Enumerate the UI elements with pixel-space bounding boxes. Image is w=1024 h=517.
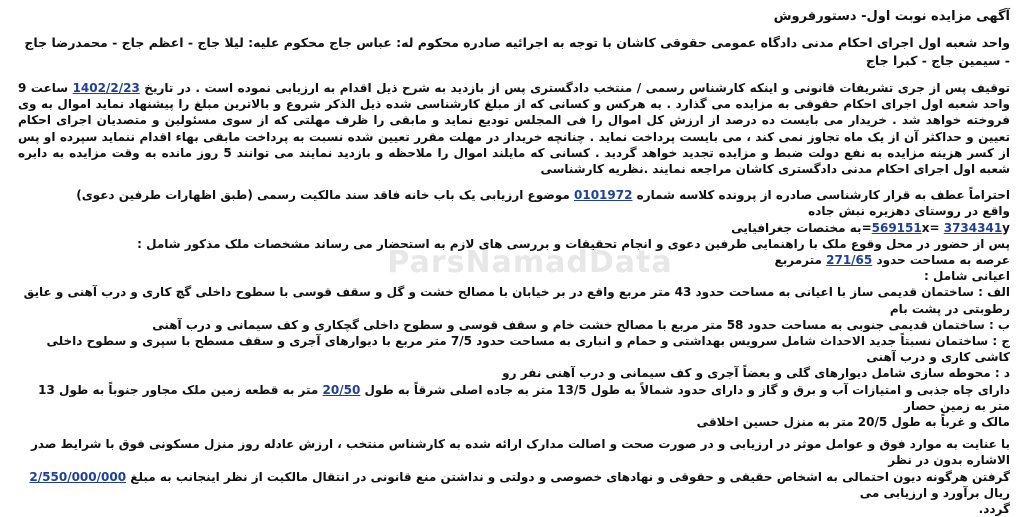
valuation-line-1: با عنایت به موارد فوق و عوامل موثر در ارزیابی و در صورت صحت و اصالت مدارک ارائه شده به کارشناس منتخب ، ارزش عادله روز منزل مسکونی فوق با شرایط صدر الاشاره بدون در نظر bbox=[31, 437, 1010, 468]
expert-line-1: احتراماً عطف به قرار کارشناسی صادره از پرونده کلاسه شماره 0101972 موضوع ارزیابی یک باب خانه فاقد سند مالکیت رسمی (طبق اظهارات طرفین دعوی) bbox=[76, 188, 1010, 203]
auction-hour: 9 bbox=[18, 81, 27, 95]
building-c: ج : ساختمان نسبتاً جدید الاحداث شامل سرویس بهداشتی و حمام و انباری به مساحت حدود 7/5 متر مربع با دیوارهای آجری و سقف مسطح با سپری و سطوح داخلی کاشی کاری و درب آهنی bbox=[46, 334, 1010, 365]
case-number: 0101972 bbox=[574, 188, 633, 203]
valuation-line-2: گرفتن هرگونه دیون احتمالی به اشخاص حقیقی و حقوقی و نهادهای خصوصی و دولتی و نداشتن منع قانونی در انتقال مالکیت از نظر اینجانب به مبلغ 2/550/000/000 ریال برآورد و ارزیابی می bbox=[29, 469, 1010, 500]
building-d: د : محوطه سازی شامل دیوارهای گلی و بعضاً آجری و کف سیمانی و درب آهنی نفر رو bbox=[502, 366, 1010, 381]
notice-title: آگهی مزایده نوبت اول- دستورفروش bbox=[773, 9, 1010, 24]
buildings-heading: اعیانی شامل : bbox=[924, 269, 1010, 284]
expert-line-2: واقع در روستای دهزیره نبش جاده bbox=[808, 204, 1010, 219]
expert-line-4: پس از حضور در محل وقوع ملک با راهنمایی طرفین دعوی و انجام تحقیقات و بررسی های لازم به استحضار می رساند مشخصات ملک مذکور شامل : bbox=[137, 236, 1010, 251]
court-parties-line: واحد شعبه اول اجرای احکام مدنی دادگاه عمومی حقوقی کاشان با توجه به اجرائیه صادره محکوم له: عباس جاج محکوم علیه: لیلا جاج - اعظم جاج - محمدرضا جاج - سیمین جاج - کبرا جاج bbox=[24, 35, 1010, 68]
terms-body: واحد شعبه اول اجرای احکام حقوقی به مزایده می گذارد . به هرکس و کسانی که از مبلغ کارشناسی شده ذیل الذکر شروع و بالاترین مبلغ را پیشنهاد نماید اموال به وی فروخته خواهد شد . خریدار می بایست ده درصد از ارزش کل اموال را فی المجلس تودیع نماید و مابقی را ظرف مهلتی که از سوی مسئولین و متصدیان اجرای احکام تعیین و حداکثر آن از یک ماه تجاوز نمی کند ، می بایست پرداخت نماید . چنانچه خریدار در مهلت مقرر تعیین شده نسبت به پرداخت مابقی بهاء اقدام ننماید سپرده او پس از کسر هزینه مزایده به نفع دولت ضبط و مزایده تجدید خواهد گردید . کسانی که مایلند اموال را ملاحظه و بازدید نمایند می توانند 5 روز مانده به وقت مزایده به دایره شعبه اول اجرای احکام مدنی دادگستری کاشان مراجعه نمایند .نظریه کارشناسی bbox=[18, 97, 1010, 177]
coordinate-y: 3734341 bbox=[943, 220, 1003, 235]
valuation-line-3: گردد. bbox=[978, 502, 1010, 517]
auction-date: 1402/2/23 bbox=[72, 81, 140, 95]
watermark-logo: ParsNamadData bbox=[387, 245, 673, 280]
hour-label: ساعت bbox=[30, 81, 69, 95]
building-a: الف : ساختمان قدیمی ساز با اعیانی به مساحت حدود 43 متر مربع واقع در بر خیابان با مصالح خشت و گل و سقف قوسی با سطوح داخلی گچ کاری و درب آهنی و عایق رطوبتی در پشت بام bbox=[23, 285, 1010, 316]
valuation-price: 2/550/000/000 bbox=[29, 469, 127, 484]
expert-opinion bbox=[18, 187, 1010, 517]
building-b: ب : ساختمان قدیمی جنوبی به مساحت حدود 58 متر مربع با مصالح خشت خام و سقف قوسی و سطوح داخلی گچکاری و کف سیمانی و درب آهنی bbox=[152, 317, 1010, 332]
boundaries-line-2: مالک و غرباً به طول 20/5 متر به منزل حسین اخلاقی bbox=[696, 415, 1010, 430]
area-line: عرصه به مساحت حدود 271/65 مترمربع bbox=[774, 253, 1010, 268]
east-boundary-length: 20/50 bbox=[322, 382, 361, 397]
boundaries-line-1: دارای چاه جذبی و امتیازات آب و برق و گاز و دارای حدود شمالاً به طول 13/5 متر به جاده اصلی شرقاً به طول 20/50 متر به قطعه زمین ملک مجاور جنوباً به طول 13 متر به زمین حصار bbox=[38, 382, 1010, 413]
land-area: 271/65 bbox=[826, 253, 873, 268]
coordinate-x: 569151 bbox=[871, 220, 922, 235]
terms-intro: توقیف پس از جری تشریفات قانونی و اینکه کارشناس رسمی / منتخب دادگستری پس از بازدید به شرح ذیل اقدام به ارزیابی نموده است . در تاریخ bbox=[144, 81, 1010, 95]
coordinates-line: 569151x= 3734341y=به مختصات جغرافیایی bbox=[731, 220, 1010, 235]
auction-terms-paragraph bbox=[18, 80, 1010, 177]
